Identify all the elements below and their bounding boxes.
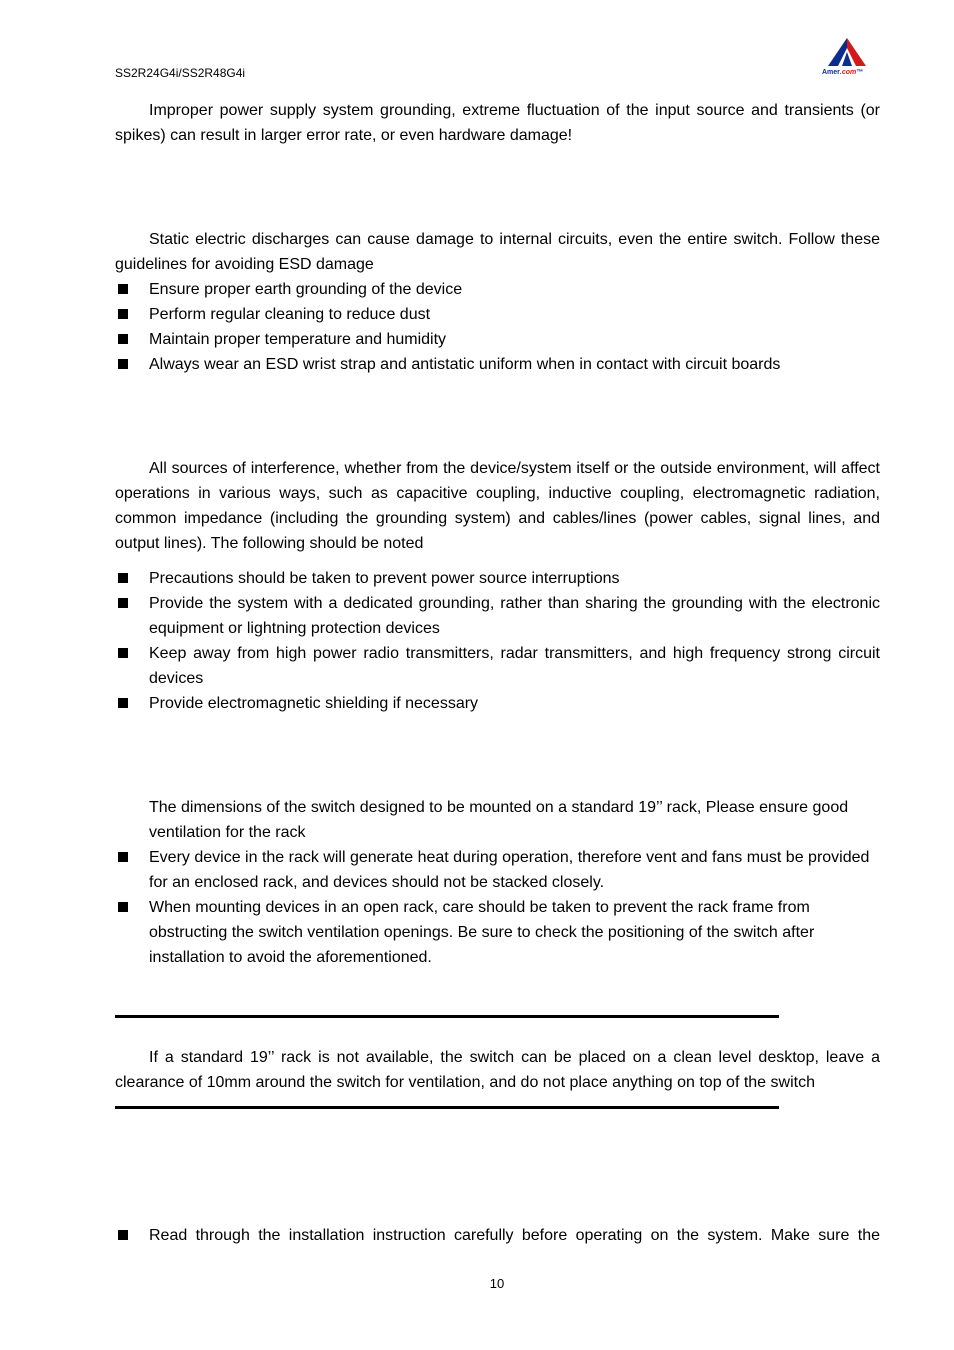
esd-list-item: Ensure proper earth grounding of the device bbox=[115, 277, 880, 302]
document-header-model: SS2R24G4i/SS2R48G4i bbox=[115, 66, 246, 80]
note-paragraph: If a standard 19’’ rack is not available, the switch can be placed on a clean level desktop, leave a clearance of 10mm around the switch for ventilation, and do not place anything on top of the switch bbox=[115, 1049, 880, 1091]
rack-intro-paragraph: The dimensions of the switch designed to be mounted on a standard 19’’ rack, Please ensure good ventilation for the rack bbox=[149, 799, 849, 841]
interference-list-item: Provide the system with a dedicated grounding, rather than sharing the grounding with the electronic equipment or lightning protection devices bbox=[115, 591, 880, 641]
bullet-square-icon bbox=[118, 1230, 128, 1240]
logo-wordmark: Amer bbox=[822, 69, 840, 76]
esd-list-item: Maintain proper temperature and humidity bbox=[115, 327, 880, 352]
bullet-square-icon bbox=[118, 648, 128, 658]
esd-list-item: Perform regular cleaning to reduce dust bbox=[115, 302, 880, 327]
bullet-square-icon bbox=[118, 359, 128, 369]
interference-list-item: Keep away from high power radio transmitters, radar transmitters, and high frequency strong circuit devices bbox=[115, 641, 880, 691]
bullet-square-icon bbox=[118, 698, 128, 708]
install-list-item: Read through the installation instruction carefully before operating on the system. Make sure the bbox=[115, 1223, 880, 1248]
rack-list-item: Every device in the rack will generate heat during operation, therefore vent and fans must be provided for an enclosed rack, and devices should not be stacked closely. bbox=[115, 845, 880, 895]
esd-list-item: Always wear an ESD wrist strap and antistatic uniform when in contact with circuit boards bbox=[115, 352, 880, 377]
power-paragraph: Improper power supply system grounding, extreme fluctuation of the input source and transients (or spikes) can result in larger error rate, or even hardware damage! bbox=[115, 102, 880, 144]
logo-triangle-icon bbox=[818, 36, 876, 70]
bullet-square-icon bbox=[118, 334, 128, 344]
logo-trademark: ™ bbox=[856, 69, 864, 76]
interference-intro-paragraph: All sources of interference, whether from the device/system itself or the outside environment, will affect operations in various ways, such as capacitive coupling, inductive coupling, electromagnetic radiation, common impedance (including the grounding system) and cables/lines (power cables, signal lines, and output lines). The following should be noted bbox=[115, 460, 880, 552]
bullet-square-icon bbox=[118, 284, 128, 294]
logo-wordmark-suffix: .com bbox=[839, 69, 857, 76]
bullet-square-icon bbox=[118, 902, 128, 912]
page-number: 10 bbox=[489, 1276, 505, 1291]
bullet-square-icon bbox=[118, 573, 128, 583]
note-top-rule bbox=[115, 1015, 779, 1018]
bullet-square-icon bbox=[118, 598, 128, 608]
esd-intro-paragraph: Static electric discharges can cause damage to internal circuits, even the entire switch. Follow these guidelines for avoiding ESD damage bbox=[115, 231, 880, 273]
note-bottom-rule bbox=[115, 1106, 779, 1109]
rack-list-item: When mounting devices in an open rack, care should be taken to prevent the rack frame from obstructing the switch ventilation openings. Be sure to check the positioning of the switch after installation to avoid the aforementioned. bbox=[115, 895, 880, 970]
bullet-square-icon bbox=[118, 309, 128, 319]
amer-logo bbox=[818, 36, 876, 80]
interference-list-item: Provide electromagnetic shielding if necessary bbox=[115, 691, 880, 716]
bullet-square-icon bbox=[118, 852, 128, 862]
interference-list-item: Precautions should be taken to prevent power source interruptions bbox=[115, 566, 880, 591]
